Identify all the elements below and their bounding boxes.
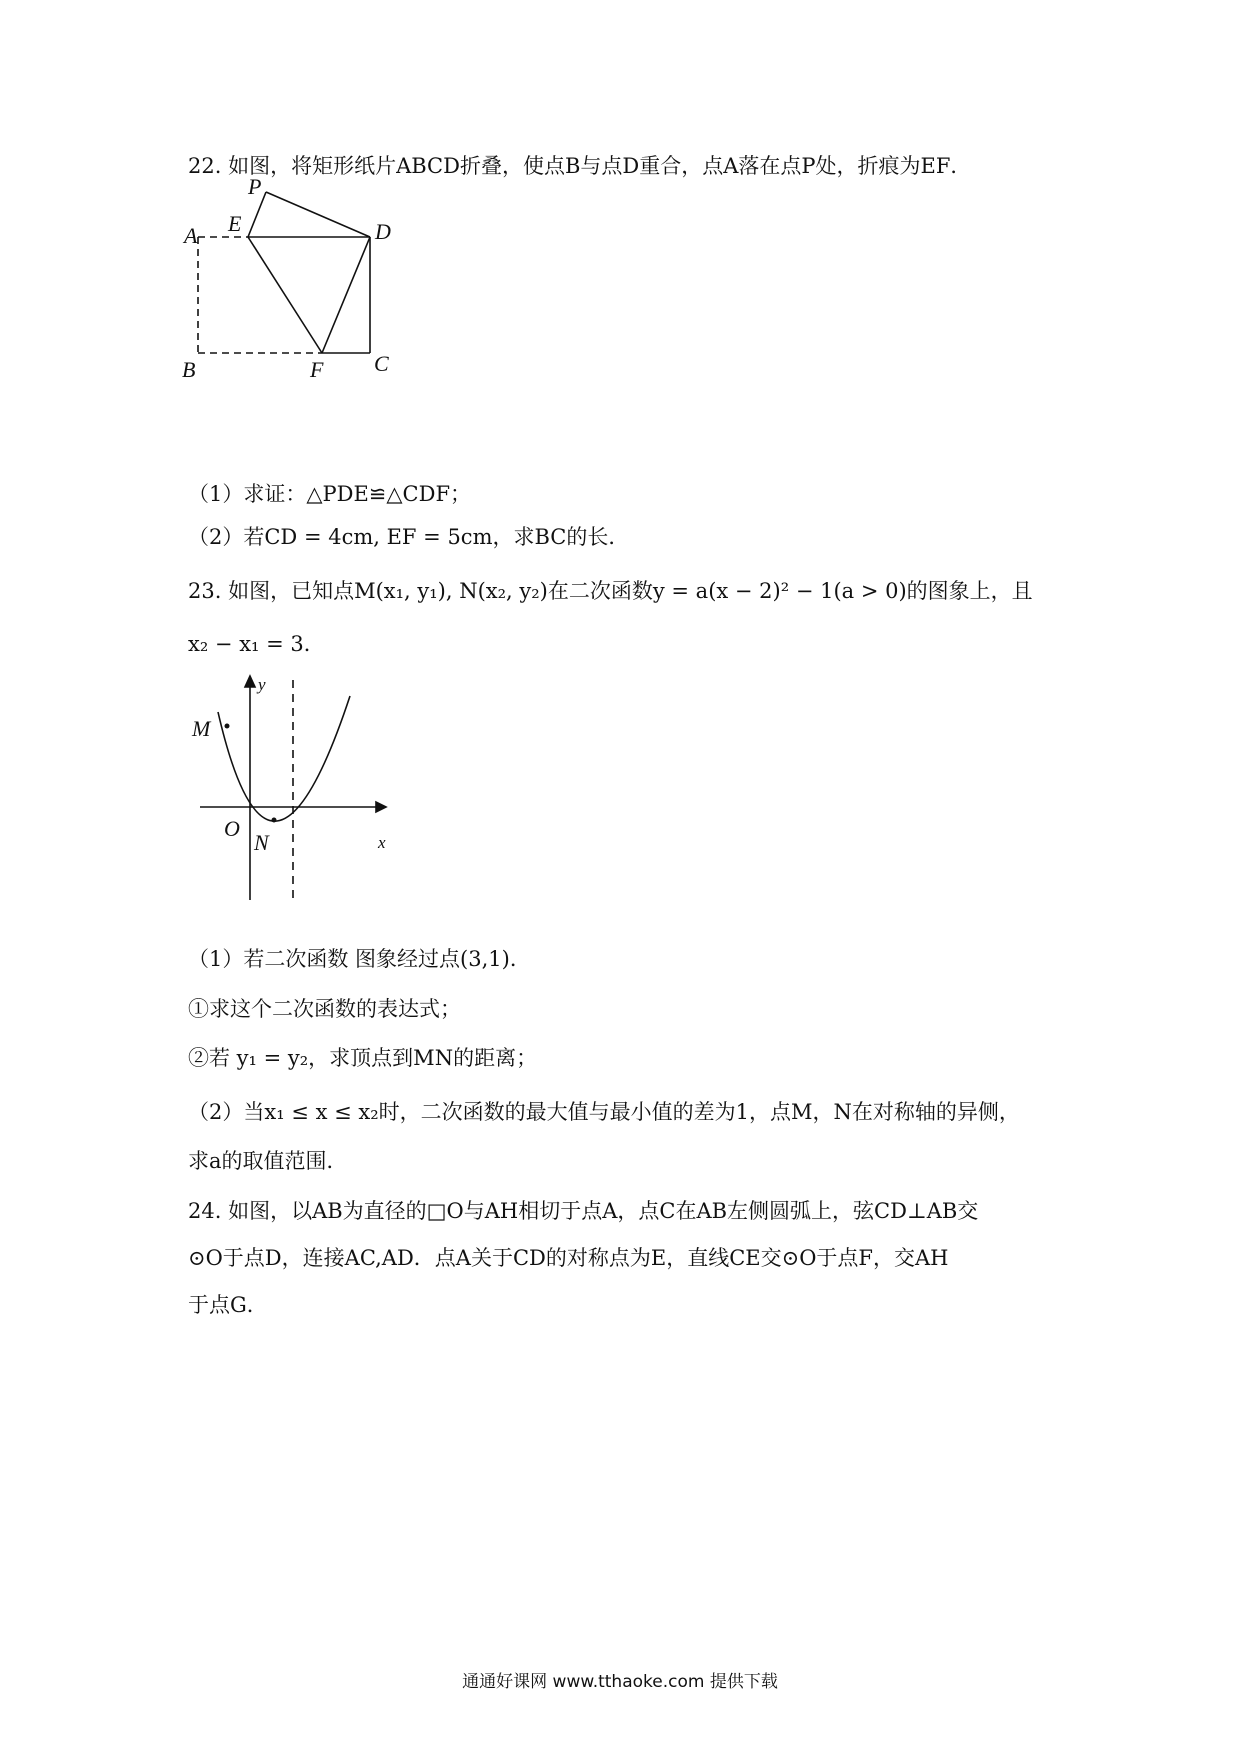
q23-part1: （1）若二次函数 图象经过点(3,1)．	[188, 947, 531, 971]
q23-stem-line1: 23. 如图，已知点M(x₁, y₁), N(x₂, y₂)在二次函数y = a(x − 2)² − 1(a > 0)的图象上，且	[188, 579, 1033, 603]
page-footer: 通通好课网 www.tthaoke.com 提供下载	[462, 1672, 778, 1692]
q24-line1: 24. 如图，以AB为直径的□O与AH相切于点A，点C在AB左侧圆弧上，弦CD⊥AB交	[188, 1199, 979, 1223]
q24-line3: 于点G．	[188, 1293, 268, 1317]
q24-line2: ⊙O于点D，连接AC,AD．点A关于CD的对称点为E，直线CE交⊙O于点F，交AH	[188, 1246, 949, 1270]
q22-stem: 22. 如图，将矩形纸片ABCD折叠，使点B与点D重合，点A落在点P处，折痕为EF．	[188, 154, 972, 178]
q23-parabola-figure	[190, 672, 410, 912]
q22-rectangle-fold-figure	[182, 174, 450, 425]
q22-part1: （1）求证：△PDE≌△CDF；	[188, 482, 472, 506]
q23-part2-line2: 求a的取值范围．	[188, 1149, 348, 1173]
q23-label-x: x	[378, 833, 386, 852]
q22-label-F: F	[310, 357, 324, 382]
q22-label-B: B	[182, 357, 196, 382]
q23-label-N: N	[254, 830, 269, 855]
q23-part2-line1: （2）当x₁ ≤ x ≤ x₂时，二次函数的最大值与最小值的差为1，点M，N在对称轴的异侧，	[188, 1100, 1020, 1124]
q22-label-A: A	[184, 223, 198, 248]
q22-label-P: P	[248, 174, 262, 199]
q23-sub2: ②若 y₁ = y₂，求顶点到MN的距离；	[188, 1046, 538, 1070]
q22-label-C: C	[374, 351, 389, 376]
q23-label-M: M	[192, 716, 211, 741]
q22-label-D: D	[375, 219, 391, 244]
q22-part2: （2）若CD = 4cm, EF = 5cm，求BC的长．	[188, 525, 630, 549]
q22-label-E: E	[228, 211, 242, 236]
q23-label-O: O	[224, 816, 240, 841]
q23-sub1: ①求这个二次函数的表达式；	[188, 997, 461, 1021]
q23-label-y: y	[258, 675, 266, 694]
q23-stem-line2: x₂ − x₁ = 3．	[188, 632, 325, 656]
